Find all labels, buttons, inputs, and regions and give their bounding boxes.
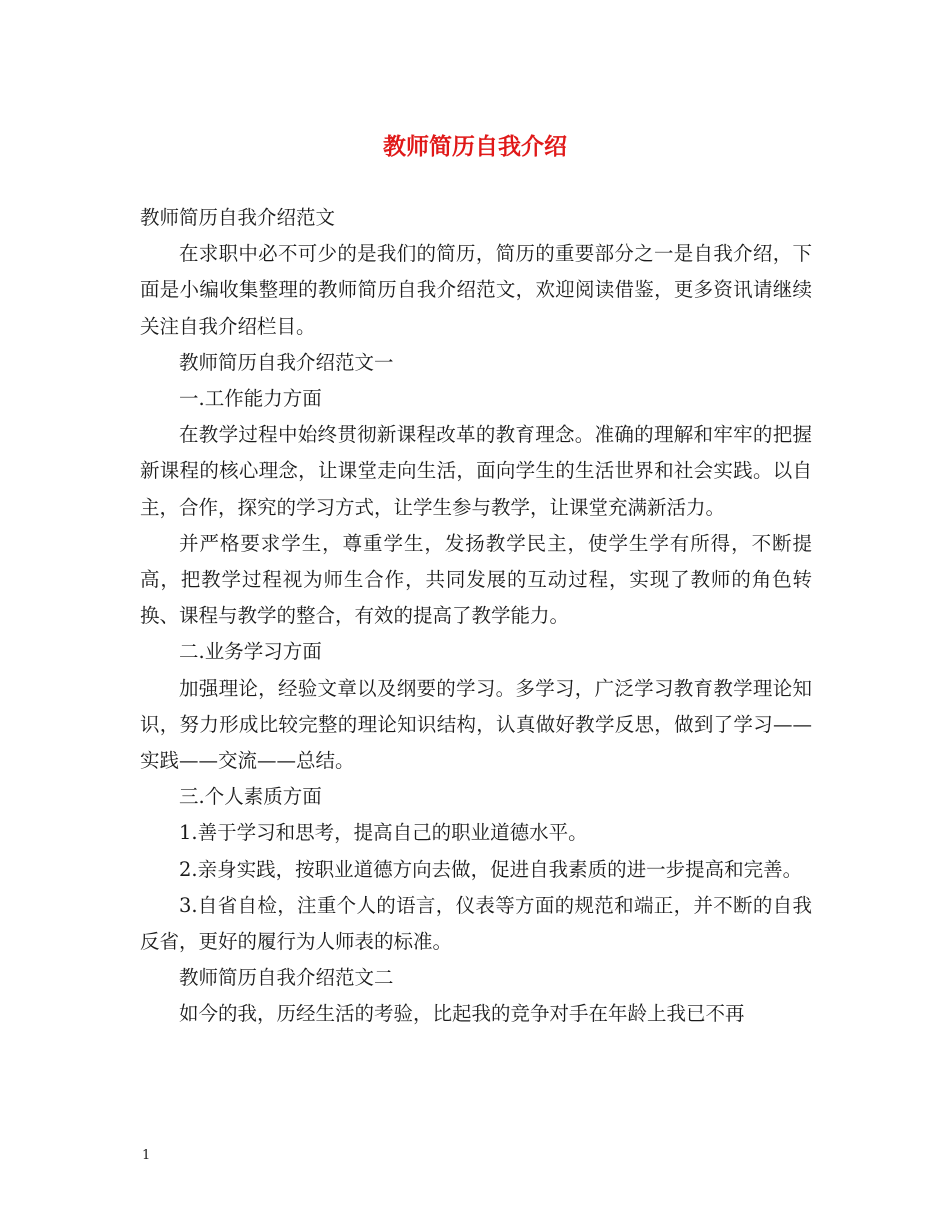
section-heading-business-study: 二.业务学习方面 [179,640,322,664]
section-heading-work-ability: 一.工作能力方面 [179,387,322,411]
section-heading-personal-quality: 三.个人素质方面 [179,785,322,809]
section-heading-sample-1: 教师简历自我介绍范文一 [179,350,394,374]
paragraph-sample-2: 如今的我，历经生活的考验，比起我的竞争对手在年龄上我已不再 [179,1002,745,1026]
list-item-quality-2: 2.亲身实践，按职业道德方向去做，促进自我素质的进一步提高和完善。 [179,857,803,881]
paragraph-work-ability-2: 并严格要求学生，尊重学生，发扬教学民主，使学生学有所得，不断提高，把教学过程视为师生合作，共同发展的互动过程，实现了教师的角色转换、课程与教学的整合，有效的提高了教学能力。 [140,531,812,628]
paragraph-work-ability-1: 在教学过程中始终贯彻新课程改革的教育理念。准确的理解和牢牢的把握新课程的核心理念，让课堂走向生活，面向学生的生活世界和社会实践。以自主，合作，探究的学习方式，让学生参与教学，让课堂充满新活力。 [140,423,812,519]
paragraph-business-study: 加强理论，经验文章以及纲要的学习。多学习，广泛学习教育教学理论知识，努力形成比较完整的理论知识结构，认真做好教学反思，做到了学习——实践——交流——总结。 [140,676,812,773]
list-item-quality-3: 3.自省自检，注重个人的语言，仪表等方面的规范和端正，并不断的自我反省，更好的履行为人师表的标准。 [140,893,812,954]
paragraph-intro: 在求职中必不可少的是我们的简历，简历的重要部分之一是自我介绍，下面是小编收集整理的教师简历自我介绍范文，欢迎阅读借鉴，更多资讯请继续关注自我介绍栏目。 [140,242,812,338]
document-body [140,200,812,1033]
section-heading-sample-2: 教师简历自我介绍范文二 [179,966,394,990]
document-title: 教师简历自我介绍 [383,133,567,160]
paragraph-subtitle: 教师简历自我介绍范文 [140,206,336,229]
list-item-quality-1: 1.善于学习和思考，提高自己的职业道德水平。 [179,821,588,845]
page-number: 1 [142,1148,151,1163]
